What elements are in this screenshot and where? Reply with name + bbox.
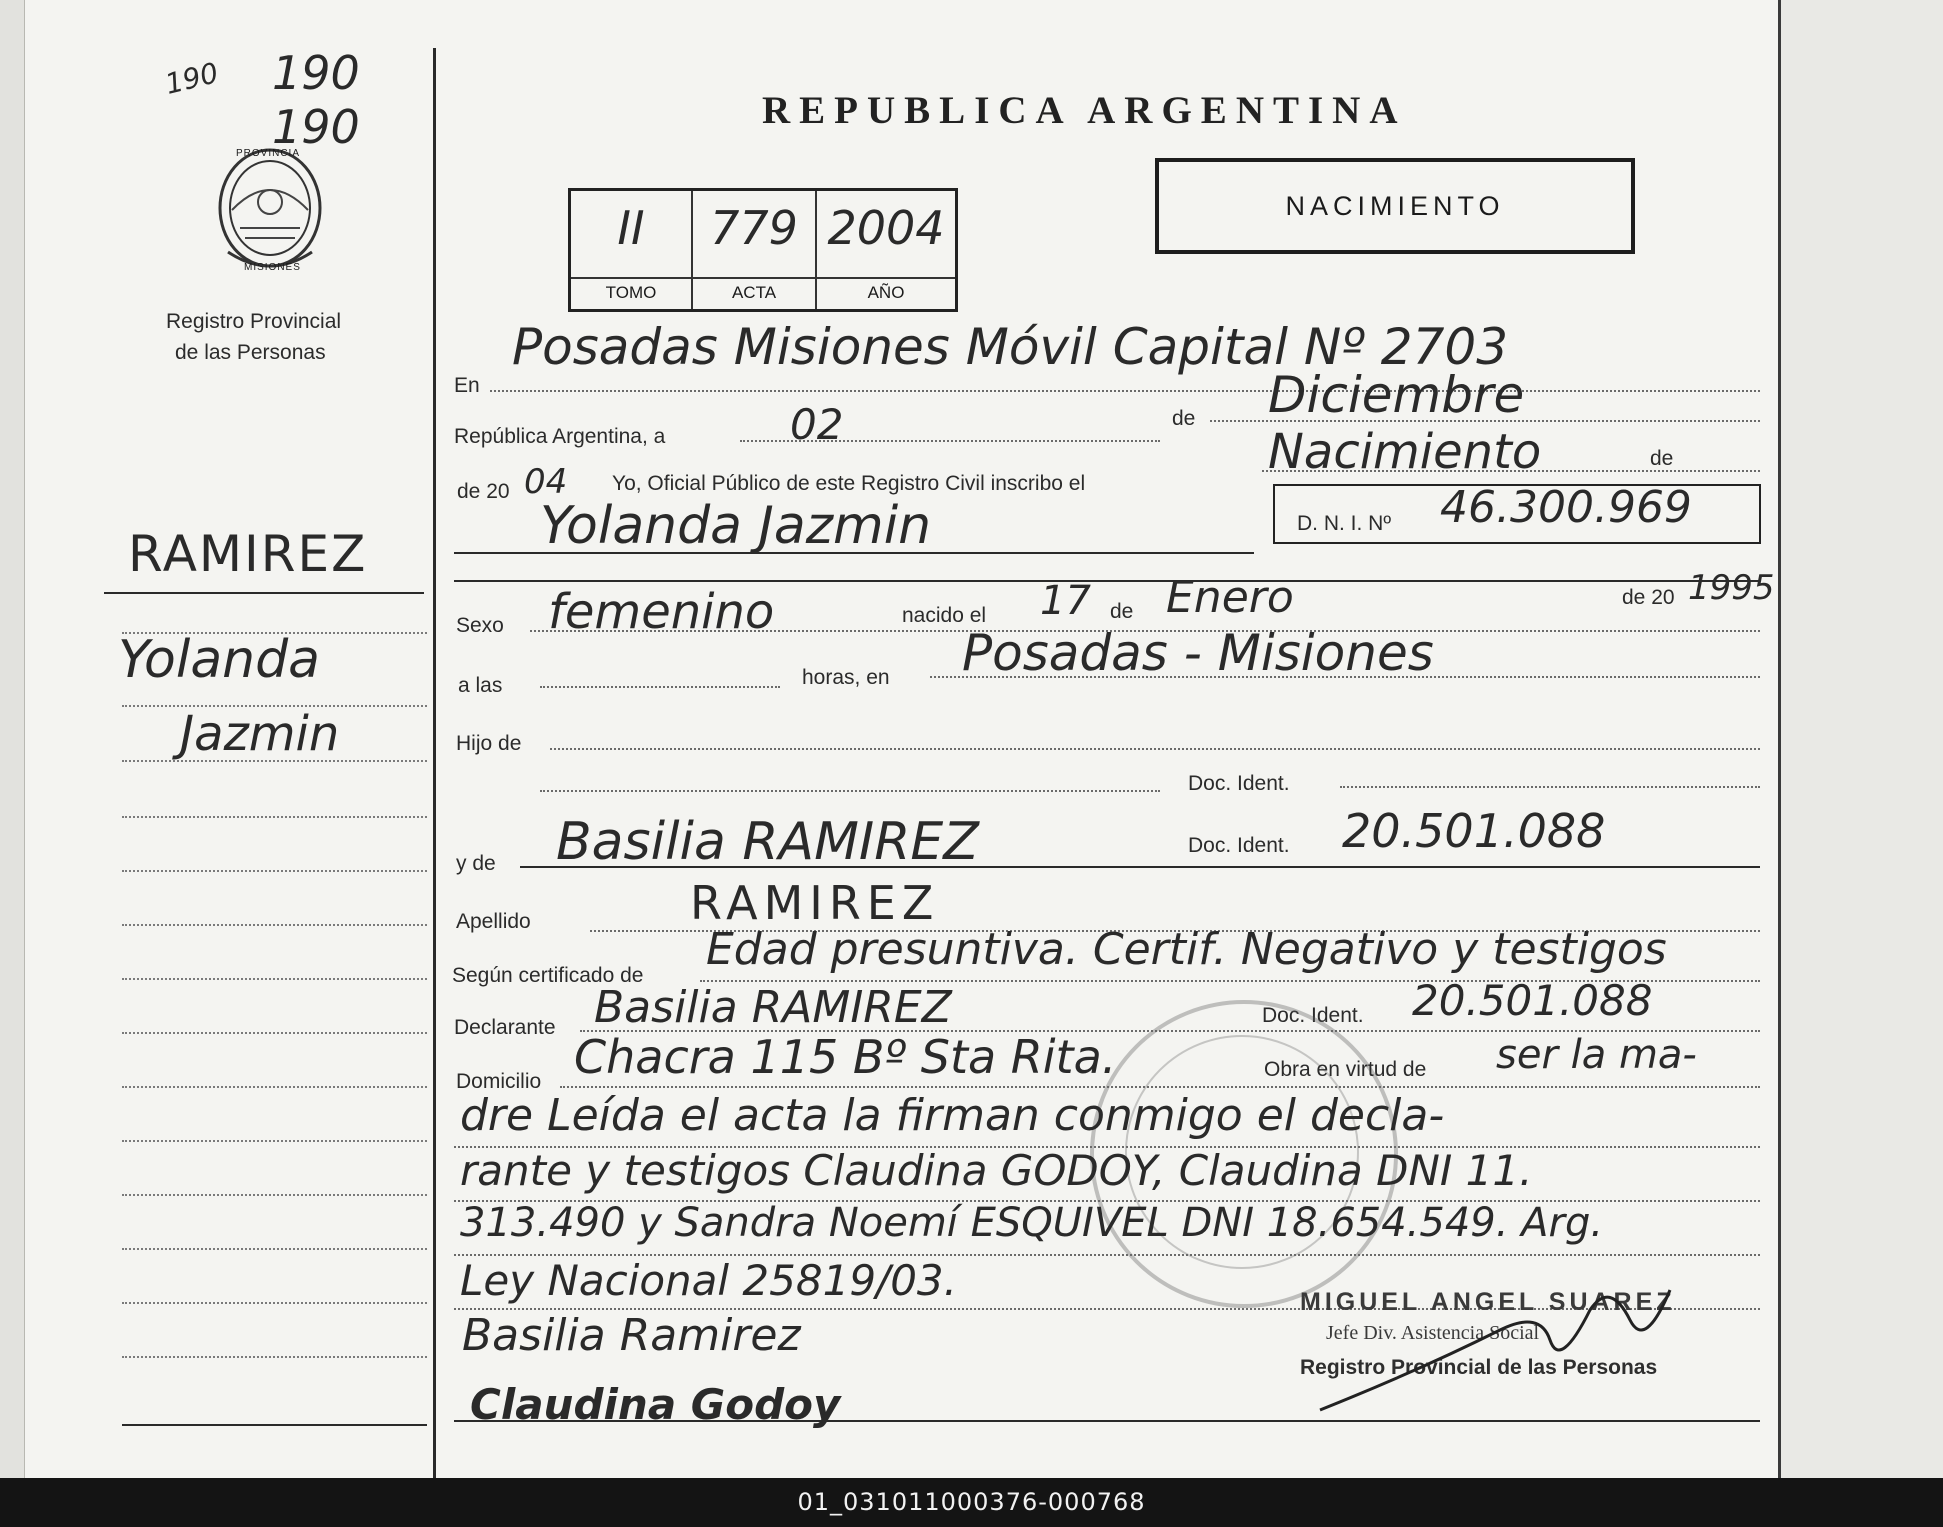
de-label-2: de [1650, 447, 1674, 470]
form-rule [1340, 786, 1760, 788]
form-rule [540, 790, 1160, 792]
page-number: 190 [272, 46, 360, 100]
de-label: de [1172, 407, 1196, 430]
page-edge [0, 0, 25, 1478]
form-rule [540, 686, 780, 688]
mother-doc-value: 20.501.088 [1342, 804, 1606, 858]
mother-value: Basilia RAMIREZ [556, 812, 979, 872]
emblem-top-text: PROVINCIA [236, 148, 301, 159]
official-title: Jefe Div. Asistencia Social [1326, 1322, 1540, 1344]
form-rule [740, 440, 1160, 442]
record-type-box [1155, 158, 1635, 254]
page-number-small: 190 [161, 56, 222, 101]
de-label-4: de 20 [1622, 586, 1675, 609]
margin-rule [122, 1194, 427, 1196]
registry-name-line2: de las Personas [175, 341, 326, 364]
doc-ident-label-2: Doc. Ident. [1188, 834, 1290, 857]
a-las-label: a las [458, 674, 503, 697]
sexo-label: Sexo [456, 614, 504, 637]
provincial-emblem-icon [210, 140, 330, 280]
declarante-doc-value: 20.501.088 [1412, 976, 1653, 1025]
document-title: REPUBLICA ARGENTINA [762, 89, 1407, 132]
place-value: Posadas Misiones Móvil Capital Nº 2703 [512, 318, 1509, 376]
doc-ident-label-3: Doc. Ident. [1262, 1004, 1364, 1027]
day-value: 02 [790, 400, 844, 449]
ano-cell [817, 191, 955, 309]
year-suffix-value: 04 [524, 462, 568, 502]
republica-label: República Argentina, a [454, 425, 666, 448]
margin-rule [122, 1248, 427, 1250]
form-rule [1262, 470, 1760, 472]
official-signature-icon [1300, 1250, 1700, 1430]
segun-label: Según certificado de [452, 964, 644, 987]
child-name-value: Yolanda Jazmin [540, 496, 932, 556]
margin-name-line2: Jazmin [180, 706, 340, 762]
official-org: Registro Provincial de las Personas [1300, 1356, 1658, 1379]
official-name: MIGUEL ANGEL SUAREZ [1300, 1288, 1676, 1316]
de-label-3: de [1110, 600, 1134, 623]
obra-label: Obra en virtud de [1264, 1058, 1427, 1081]
hijo-label: Hijo de [456, 732, 522, 755]
domicilio-label: Domicilio [456, 1070, 542, 1093]
birth-year-value: 1995 [1688, 568, 1775, 608]
margin-rule [122, 1032, 427, 1034]
form-rule [454, 580, 1760, 582]
margin-rule [122, 816, 427, 818]
act-value: Nacimiento [1268, 424, 1542, 480]
form-rule [930, 676, 1760, 678]
margin-rule [122, 1356, 427, 1358]
tomo-label: TOMO [571, 277, 691, 303]
margin-rule [122, 870, 427, 872]
birth-day-value: 17 [1040, 578, 1091, 624]
body-line-3: 313.490 y Sandra Noemí ESQUIVEL DNI 18.654.549. Arg. [460, 1200, 1604, 1246]
ano-label: AÑO [817, 277, 955, 303]
adjacent-page [1781, 0, 1943, 1478]
certificado-value: Edad presuntiva. Certif. Negativo y testigos [706, 924, 1667, 975]
body-line-4: Ley Nacional 25819/03. [460, 1256, 957, 1305]
year-prefix-label: de 20 [457, 480, 510, 503]
form-rule [1210, 420, 1760, 422]
y-de-label: y de [456, 852, 496, 875]
birth-month-value: Enero [1166, 572, 1294, 623]
nacido-label: nacido el [902, 604, 987, 627]
margin-rule [122, 705, 427, 707]
apellido-value: RAMIREZ [690, 876, 940, 930]
page-number-repeat: 190 [272, 100, 360, 154]
margin-rule [122, 1302, 427, 1304]
margin-rule [122, 1086, 427, 1088]
domicilio-value: Chacra 115 Bº Sta Rita. [574, 1030, 1117, 1084]
registry-name-line1: Registro Provincial [166, 310, 342, 333]
ano-value: 2004 [827, 201, 945, 255]
form-rule [560, 1086, 1760, 1088]
emblem-bottom-text: MISIONES [244, 262, 301, 273]
horas-label: horas, en [802, 666, 890, 689]
acta-label: ACTA [693, 277, 815, 303]
margin-underline [104, 592, 424, 594]
margin-rule [122, 978, 427, 980]
margin-rule [122, 632, 427, 634]
image-footer [0, 1478, 1943, 1527]
form-rule [550, 748, 1760, 750]
tomo-value: II [617, 201, 645, 255]
body-line-1: dre Leída el acta la firman conmigo el decla- [460, 1090, 1445, 1141]
yo-text: Yo, Oficial Público de este Registro Civil inscribo el [612, 472, 1086, 495]
acta-cell [693, 191, 817, 309]
margin-rule [122, 760, 427, 762]
declarante-value: Basilia RAMIREZ [594, 982, 952, 1033]
margin-name-line1: Yolanda [118, 630, 321, 690]
doc-ident-label-1: Doc. Ident. [1188, 772, 1290, 795]
form-rule [454, 552, 1254, 554]
form-rule [520, 866, 1760, 868]
margin-rule [122, 924, 427, 926]
declarante-label: Declarante [454, 1016, 556, 1039]
signature-declarante: Basilia Ramirez [462, 1310, 801, 1361]
record-type: NACIMIENTO [1285, 191, 1505, 221]
dni-value: 46.300.969 [1440, 482, 1692, 533]
tomo-cell [571, 191, 693, 309]
margin-divider [433, 48, 436, 1478]
margin-bottom-rule [122, 1424, 427, 1426]
image-id: 01_031011000376-000768 [797, 1488, 1146, 1516]
body-line-2: rante y testigos Claudina GODOY, Claudina DNI 11. [460, 1146, 1533, 1195]
obra-value: ser la ma- [1496, 1032, 1697, 1078]
acta-value: 779 [710, 201, 798, 255]
form-bottom-rule [454, 1420, 1760, 1422]
apellido-label: Apellido [456, 910, 531, 933]
margin-surname: RAMIREZ [128, 525, 368, 583]
sexo-value: femenino [548, 584, 775, 640]
margin-rule [122, 1140, 427, 1142]
form-rule [490, 390, 1760, 392]
registration-table [568, 188, 958, 312]
birth-place-value: Posadas - Misiones [962, 624, 1434, 682]
en-label: En [454, 374, 480, 397]
signature-witness: Claudina Godoy [470, 1380, 841, 1429]
month-value: Diciembre [1268, 366, 1525, 424]
dni-label: D. N. I. Nº [1297, 512, 1392, 535]
